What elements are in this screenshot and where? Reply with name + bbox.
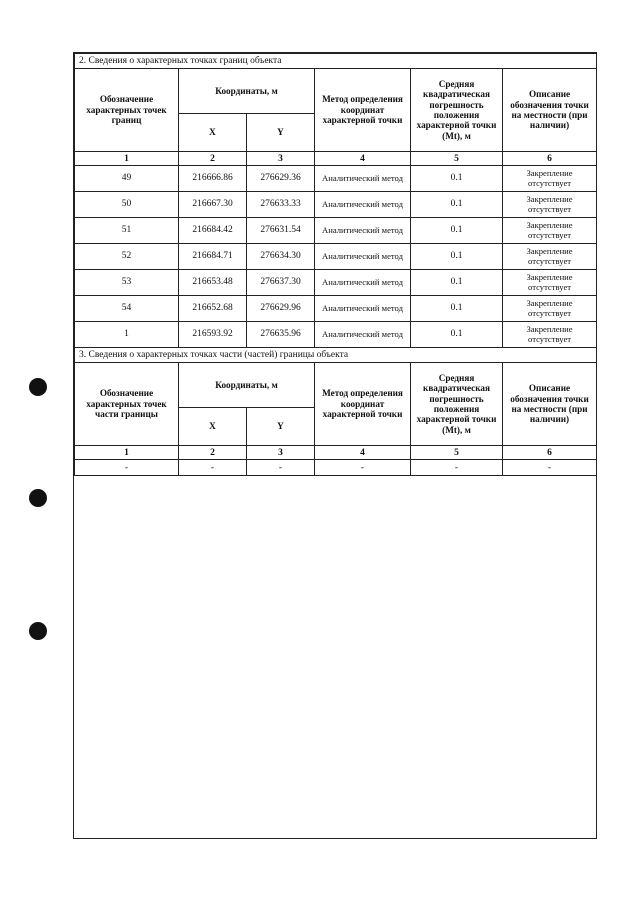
punch-hole-top: [29, 378, 47, 396]
col-number: 2: [179, 152, 247, 166]
document-frame: [73, 52, 597, 839]
cell-x: 216667.30: [179, 192, 247, 218]
table-row: [75, 166, 597, 192]
cell-x: 216666.86: [179, 166, 247, 192]
col-number: 5: [411, 152, 503, 166]
cell-y: 276629.96: [247, 296, 315, 322]
col-number: 6: [503, 152, 597, 166]
cell-mt: 0.1: [411, 296, 503, 322]
header-designation: Обозначение характерных точек границ: [75, 69, 179, 152]
cell-point: 51: [75, 218, 179, 244]
header-x: X: [179, 408, 247, 446]
cell-mt: 0.1: [411, 192, 503, 218]
col-number: 6: [503, 446, 597, 460]
cell-mt: 0.1: [411, 244, 503, 270]
cell-point: 50: [75, 192, 179, 218]
cell-x: 216593.92: [179, 322, 247, 348]
section2-table: [74, 53, 597, 348]
section3-table: [74, 347, 597, 476]
header-method: Метод определения координат характерной точки: [315, 363, 411, 446]
table-row: [75, 244, 597, 270]
col-number: 3: [247, 152, 315, 166]
header-coordinates: Координаты, м: [179, 363, 315, 408]
cell-method: Аналитический метод: [315, 322, 411, 348]
col-number: 3: [247, 446, 315, 460]
column-numbers-row: [75, 152, 597, 166]
col-number: 5: [411, 446, 503, 460]
cell-x: 216684.42: [179, 218, 247, 244]
cell-method: Аналитический метод: [315, 270, 411, 296]
table-row: [75, 296, 597, 322]
cell-description: Закрепление отсутствует: [503, 166, 597, 192]
cell-description: Закрепление отсутствует: [503, 322, 597, 348]
cell-mt: -: [411, 460, 503, 476]
header-description: Описание обозначения точки на местности (при наличии): [503, 363, 597, 446]
cell-y: -: [247, 460, 315, 476]
col-number: 1: [75, 446, 179, 460]
cell-method: -: [315, 460, 411, 476]
cell-mt: 0.1: [411, 270, 503, 296]
col-number: 4: [315, 152, 411, 166]
cell-x: -: [179, 460, 247, 476]
table-row: [75, 460, 597, 476]
table-row: [75, 218, 597, 244]
cell-x: 216653.48: [179, 270, 247, 296]
cell-y: 276634.30: [247, 244, 315, 270]
header-coordinates: Координаты, м: [179, 69, 315, 114]
table-row: [75, 270, 597, 296]
header-error: Средняя квадратическая погрешность положения характерной точки (Mt), м: [411, 363, 503, 446]
cell-point: -: [75, 460, 179, 476]
section2-title: 2. Сведения о характерных точках границ объекта: [75, 54, 597, 69]
cell-y: 276629.36: [247, 166, 315, 192]
table-row: [75, 322, 597, 348]
cell-description: Закрепление отсутствует: [503, 218, 597, 244]
cell-description: Закрепление отсутствует: [503, 296, 597, 322]
cell-y: 276633.33: [247, 192, 315, 218]
cell-x: 216684.71: [179, 244, 247, 270]
cell-description: Закрепление отсутствует: [503, 192, 597, 218]
col-number: 4: [315, 446, 411, 460]
cell-method: Аналитический метод: [315, 296, 411, 322]
header-y: Y: [247, 408, 315, 446]
cell-y: 276635.96: [247, 322, 315, 348]
cell-y: 276637.30: [247, 270, 315, 296]
cell-point: 52: [75, 244, 179, 270]
cell-description: -: [503, 460, 597, 476]
cell-method: Аналитический метод: [315, 218, 411, 244]
col-number: 1: [75, 152, 179, 166]
punch-hole-middle: [29, 489, 47, 507]
header-description: Описание обозначения точки на местности (при наличии): [503, 69, 597, 152]
cell-point: 1: [75, 322, 179, 348]
column-numbers-row: [75, 446, 597, 460]
cell-point: 53: [75, 270, 179, 296]
header-error: Средняя квадратическая погрешность положения характерной точки (Mt), м: [411, 69, 503, 152]
cell-method: Аналитический метод: [315, 192, 411, 218]
cell-point: 49: [75, 166, 179, 192]
punch-hole-bottom: [29, 622, 47, 640]
cell-description: Закрепление отсутствует: [503, 244, 597, 270]
cell-mt: 0.1: [411, 322, 503, 348]
cell-point: 54: [75, 296, 179, 322]
header-method: Метод определения координат характерной точки: [315, 69, 411, 152]
table-row: [75, 192, 597, 218]
cell-mt: 0.1: [411, 166, 503, 192]
cell-description: Закрепление отсутствует: [503, 270, 597, 296]
cell-mt: 0.1: [411, 218, 503, 244]
cell-method: Аналитический метод: [315, 244, 411, 270]
section3-title: 3. Сведения о характерных точках части (частей) границы объекта: [75, 348, 597, 363]
header-x: X: [179, 114, 247, 152]
header-designation: Обозначение характерных точек части границы: [75, 363, 179, 446]
cell-x: 216652.68: [179, 296, 247, 322]
cell-method: Аналитический метод: [315, 166, 411, 192]
col-number: 2: [179, 446, 247, 460]
header-y: Y: [247, 114, 315, 152]
cell-y: 276631.54: [247, 218, 315, 244]
